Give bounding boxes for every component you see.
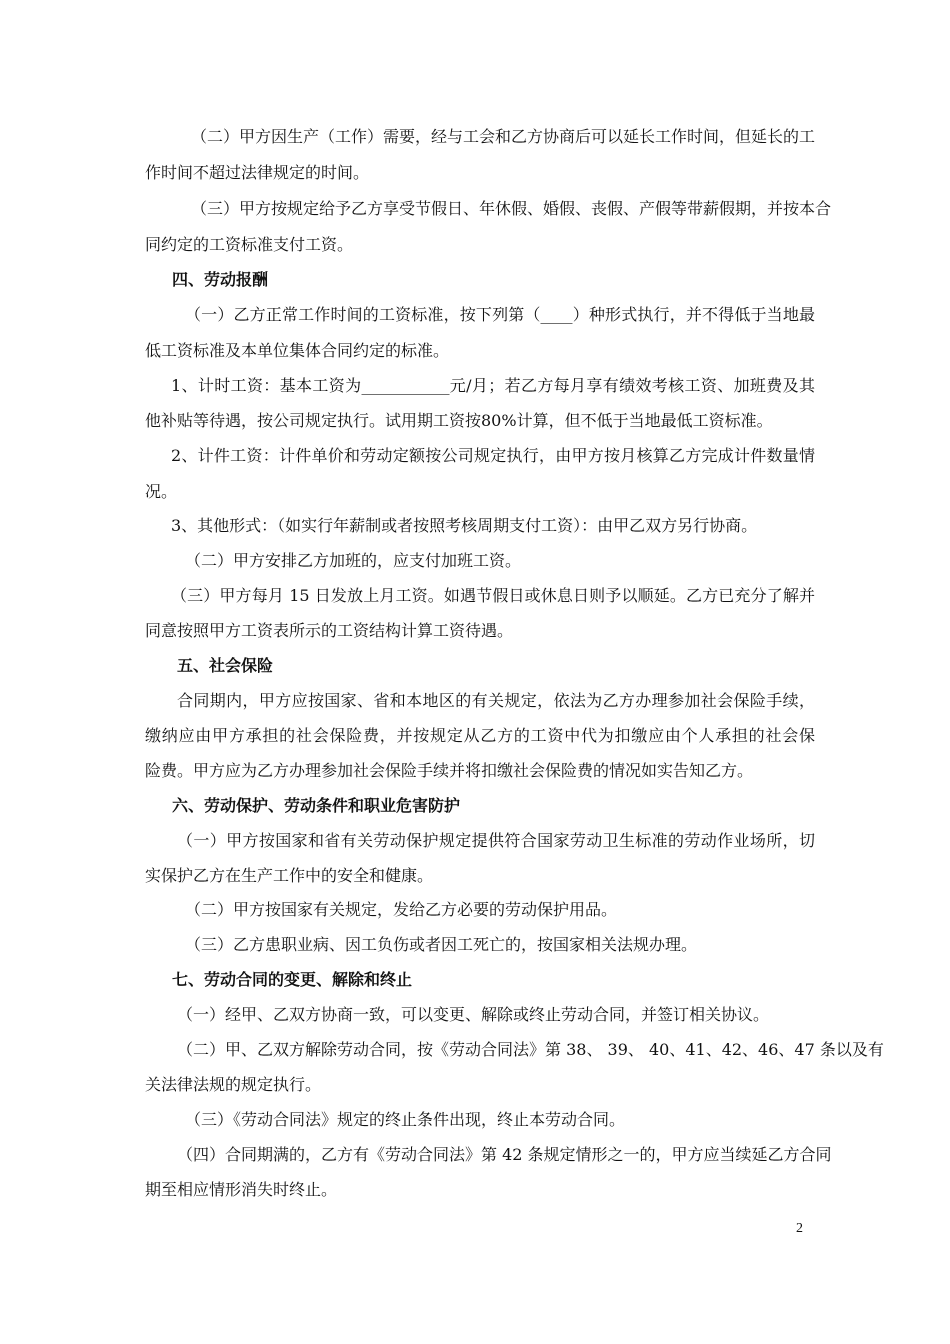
- paragraph-line: 险费。甲方应为乙方办理参加社会保险手续并将扣缴社会保险费的情况如实告知乙方。: [145, 761, 754, 780]
- paragraph-line: 缴纳应由甲方承担的社会保险费，并按规定从乙方的工资中代为扣缴应由个人承担的社会保: [145, 726, 815, 745]
- paragraph-line: （二）甲方因生产（工作）需要，经与工会和乙方协商后可以延长工作时间，但延长的工: [191, 127, 816, 146]
- paragraph-line: （二）甲、乙双方解除劳动合同，按《劳动合同法》第 38、 39、 40、41、42、46、47 条以及有: [177, 1040, 884, 1059]
- paragraph-line: 作时间不超过法律规定的时间。: [145, 163, 370, 182]
- paragraph-line: （一）甲方按国家和省有关劳动保护规定提供符合国家劳动卫生标准的劳动作业场所，切: [177, 831, 815, 850]
- section-heading: 六、劳动保护、劳动条件和职业危害防护: [172, 796, 461, 815]
- page-number: 2: [796, 1221, 803, 1236]
- paragraph-line: 关法律法规的规定执行。: [145, 1075, 322, 1094]
- paragraph-line: 期至相应情形消失时终止。: [145, 1180, 338, 1199]
- paragraph-line: 低工资标准及本单位集体合同约定的标准。: [145, 341, 450, 360]
- section-heading: 四、劳动报酬: [172, 270, 269, 289]
- paragraph-line: 2、计件工资：计件单价和劳动定额按公司规定执行，由甲方按月核算乙方完成计件数量情: [171, 446, 815, 465]
- paragraph-line: 况。: [145, 482, 178, 501]
- paragraph-line: 3、其他形式：（如实行年薪制或者按照考核周期支付工资）：由甲乙双方另行协商。: [171, 516, 758, 535]
- paragraph-line: 他补贴等待遇，按公司规定执行。试用期工资按80%计算，但不低于当地最低工资标准。: [145, 411, 773, 430]
- paragraph-line: 1、计时工资：基本工资为___________元/月；若乙方每月享有绩效考核工资、加班费及其: [171, 376, 815, 395]
- paragraph-line: （一）经甲、乙双方协商一致，可以变更、解除或终止劳动合同，并签订相关协议。: [177, 1005, 770, 1024]
- paragraph-line: 合同期内，甲方应按国家、省和本地区的有关规定，依法为乙方办理参加社会保险手续，: [177, 691, 815, 710]
- paragraph-line: 同约定的工资标准支付工资。: [145, 235, 354, 254]
- paragraph-line: （三）乙方患职业病、因工负伤或者因工死亡的，按国家相关法规办理。: [185, 935, 698, 954]
- paragraph-line: （一）乙方正常工作时间的工资标准，按下列第（____）种形式执行，并不得低于当地最: [185, 305, 815, 324]
- paragraph-line: （三）甲方按规定给予乙方享受节假日、年休假、婚假、丧假、产假等带薪假期，并按本合: [191, 199, 832, 218]
- paragraph-line: （四）合同期满的，乙方有《劳动合同法》第 42 条规定情形之一的，甲方应当续延乙方合同: [177, 1145, 832, 1164]
- section-heading: 五、社会保险: [177, 656, 274, 675]
- paragraph-line: （三）甲方每月 15 日发放上月工资。如遇节假日或休息日则予以顺延。乙方已充分了解并: [171, 586, 815, 605]
- paragraph-line: （二）甲方按国家有关规定，发给乙方必要的劳动保护用品。: [185, 900, 618, 919]
- paragraph-line: （二）甲方安排乙方加班的，应支付加班工资。: [185, 551, 522, 570]
- paragraph-line: 同意按照甲方工资表所示的工资结构计算工资待遇。: [145, 621, 514, 640]
- paragraph-line: 实保护乙方在生产工作中的安全和健康。: [145, 866, 434, 885]
- paragraph-line: （三）《劳动合同法》规定的终止条件出现，终止本劳动合同。: [185, 1110, 626, 1129]
- section-heading: 七、劳动合同的变更、解除和终止: [172, 970, 413, 989]
